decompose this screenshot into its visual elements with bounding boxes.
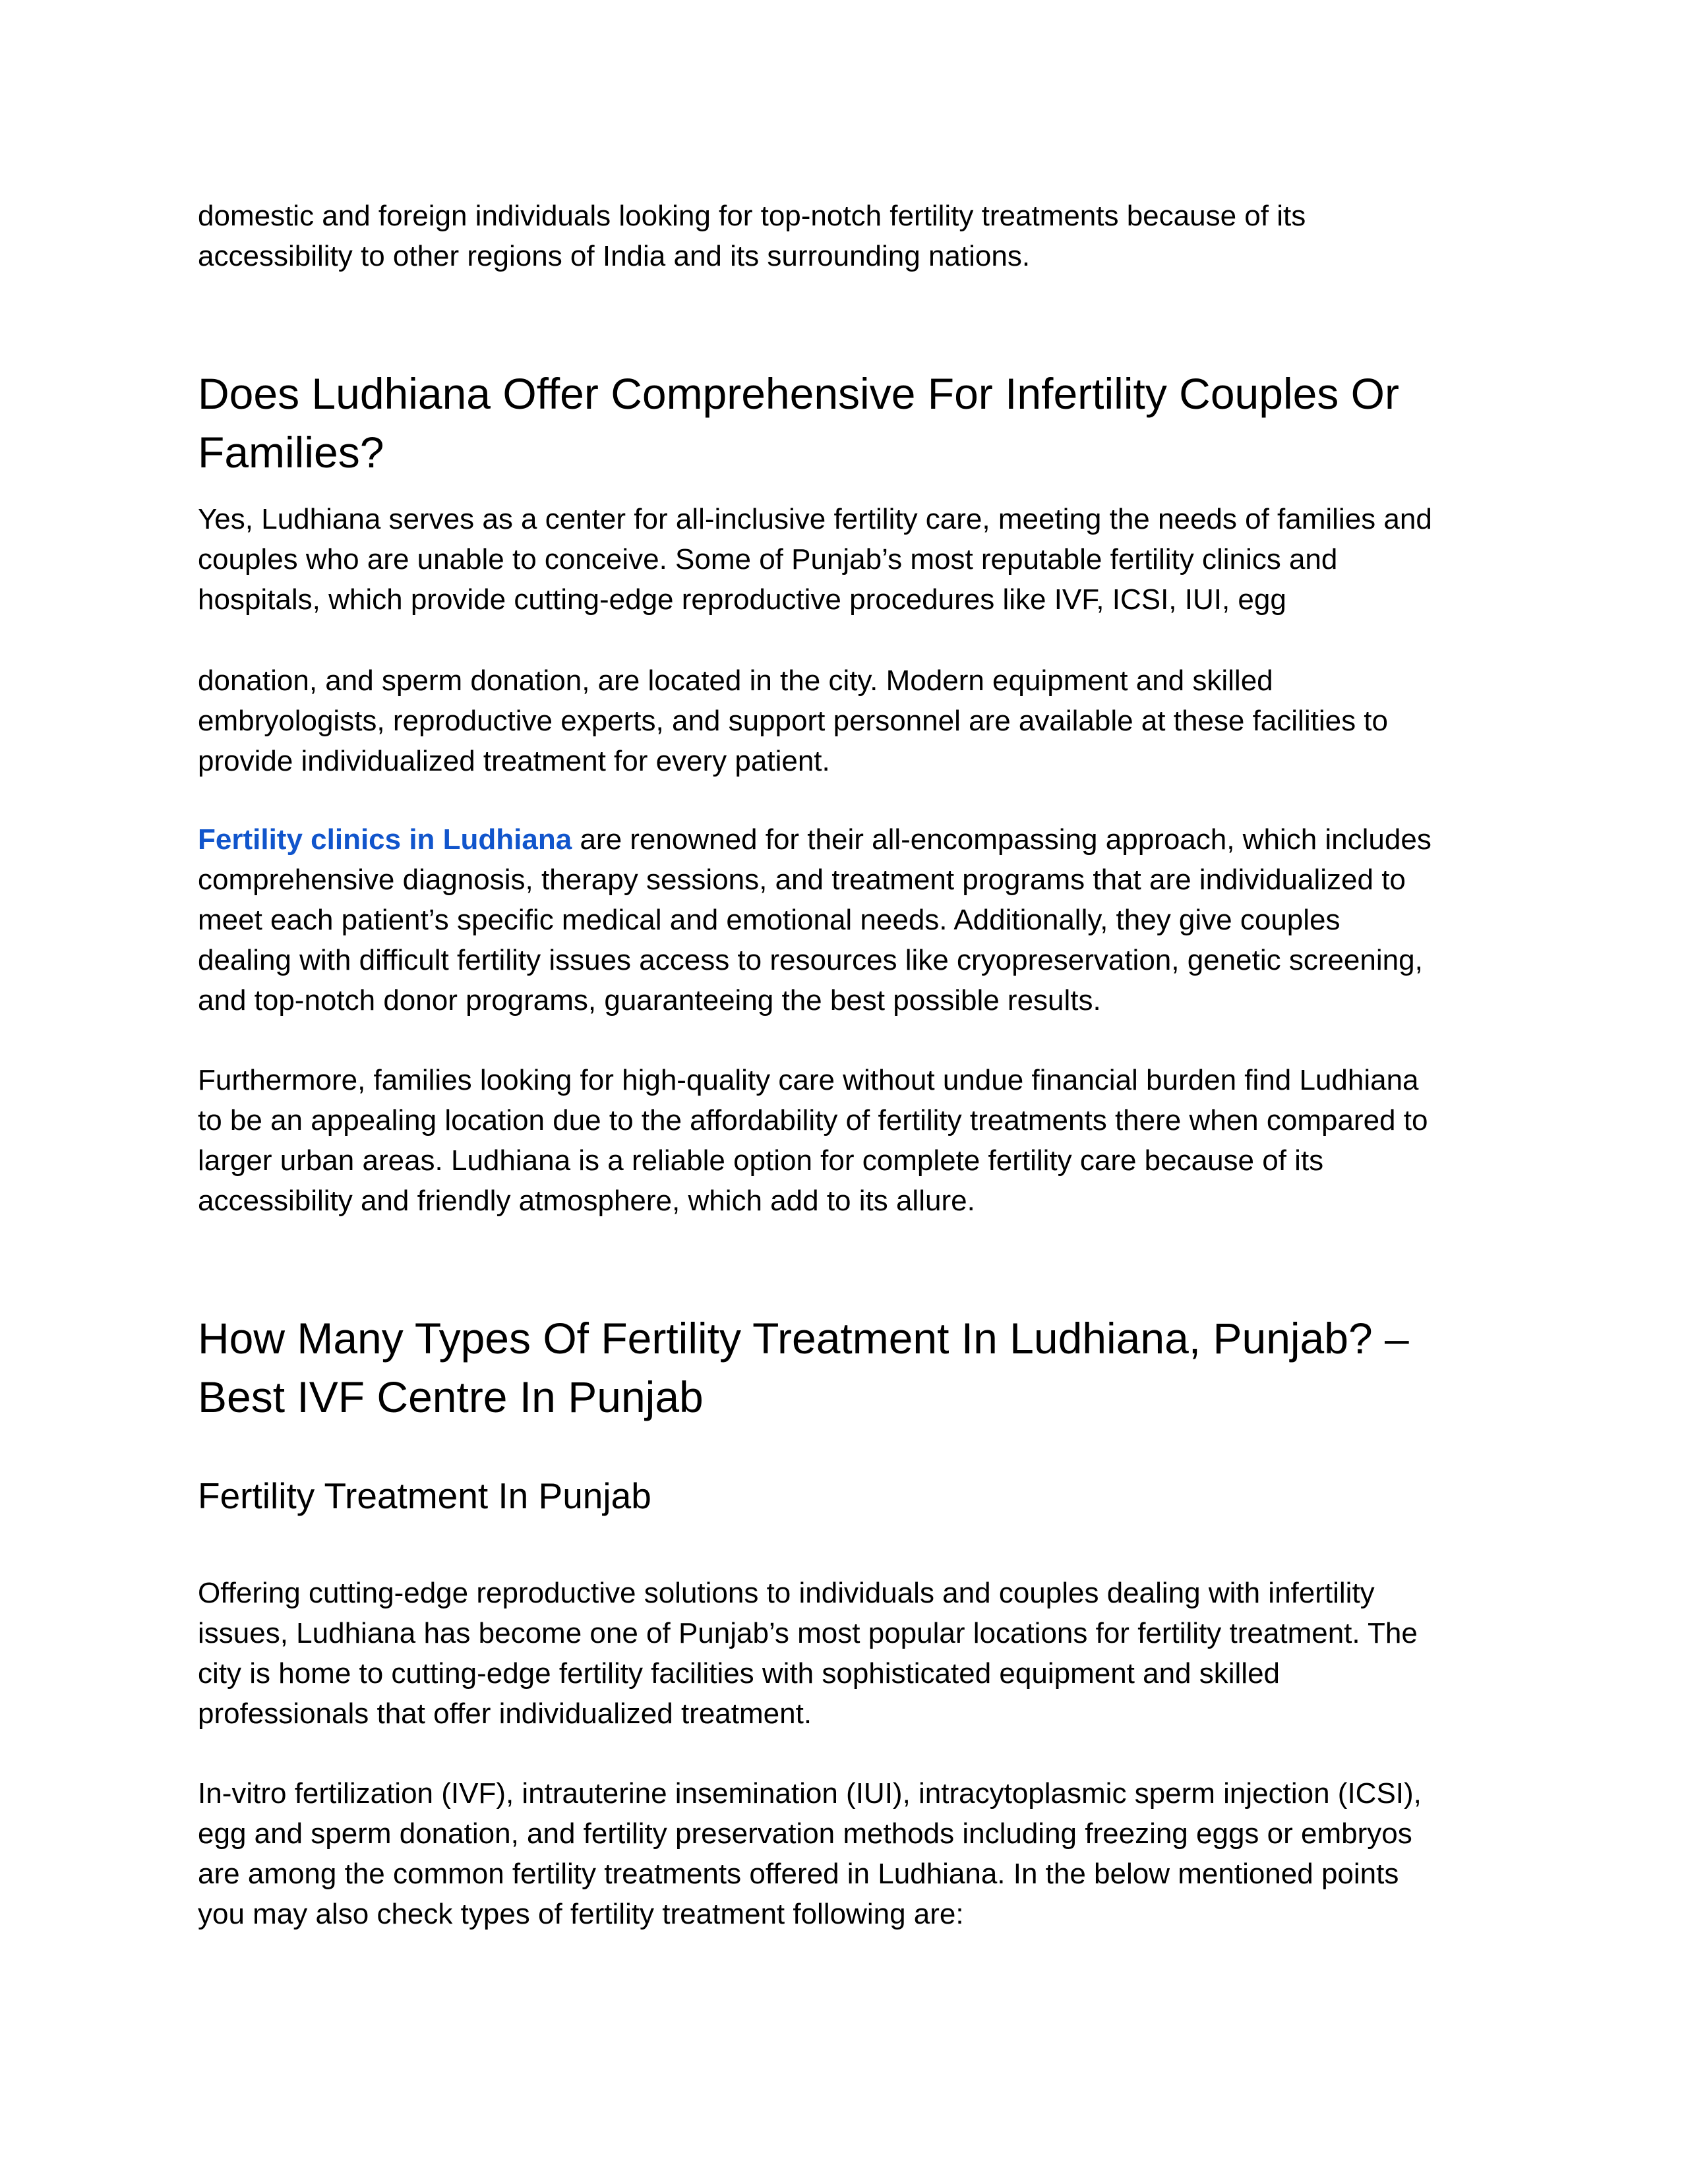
text-line: donation, and sperm donation, are located in the city. Modern equipment and skilled — [198, 664, 1273, 697]
heading-line: Families? — [198, 428, 384, 477]
text-line: In-vitro fertilization (IVF), intrauterine insemination (IUI), intracytoplasmic sperm injection (ICSI), — [198, 1777, 1422, 1810]
paragraph-intro-continued — [198, 196, 1517, 276]
paragraph-fertility-clinics — [198, 819, 1517, 1020]
text-line: accessibility to other regions of India and its surrounding nations. — [198, 240, 1031, 272]
text-line: dealing with difficult fertility issues access to resources like cryopreservation, genetic screening, — [198, 944, 1423, 976]
heading-line: Fertility Treatment In Punjab — [198, 1475, 651, 1516]
paragraph-offering — [198, 1573, 1517, 1734]
text-line: comprehensive diagnosis, therapy sessions, and treatment programs that are individualized to — [198, 864, 1406, 896]
heading-line: Best IVF Centre In Punjab — [198, 1372, 704, 1421]
fertility-clinics-link[interactable]: Fertility clinics in Ludhiana — [198, 823, 572, 856]
paragraph-ivf-list — [198, 1773, 1517, 1934]
text-line: professionals that offer individualized treatment. — [198, 1697, 812, 1730]
text-line: accessibility and friendly atmosphere, which add to its allure. — [198, 1185, 975, 1217]
heading-types-of-treatment — [198, 1309, 1517, 1427]
text-line: larger urban areas. Ludhiana is a reliable option for complete fertility care because of its — [198, 1144, 1324, 1177]
text-line: couples who are unable to conceive. Some of Punjab’s most reputable fertility clinics and — [198, 543, 1338, 576]
text-line: embryologists, reproductive experts, and support personnel are available at these facilities to — [198, 705, 1388, 737]
text-line: and top-notch donor programs, guaranteeing the best possible results. — [198, 984, 1101, 1017]
text-line — [198, 819, 1517, 860]
text-line: you may also check types of fertility treatment following are: — [198, 1898, 964, 1930]
text-line: issues, Ludhiana has become one of Punjab’s most popular locations for fertility treatment. The — [198, 1617, 1418, 1649]
text-line: are among the common fertility treatments offered in Ludhiana. In the below mentioned points — [198, 1858, 1399, 1890]
text-line: Yes, Ludhiana serves as a center for all-inclusive fertility care, meeting the needs of families and — [198, 503, 1432, 535]
paragraph-donation — [198, 661, 1517, 781]
heading-line: Does Ludhiana Offer Comprehensive For Infertility Couples Or — [198, 369, 1399, 418]
text-line: city is home to cutting-edge fertility facilities with sophisticated equipment and skilled — [198, 1657, 1281, 1690]
text-line: domestic and foreign individuals looking for top-notch fertility treatments because of its — [198, 200, 1306, 232]
text-line: egg and sperm donation, and fertility preservation methods including freezing eggs or embryos — [198, 1817, 1412, 1850]
heading-comprehensive-care — [198, 365, 1517, 482]
text-line: to be an appealing location due to the affordability of fertility treatments there when compared to — [198, 1104, 1428, 1136]
text-line: Offering cutting-edge reproductive solutions to individuals and couples dealing with infertility — [198, 1577, 1375, 1609]
paragraph-yes-ludhiana — [198, 499, 1517, 620]
subheading-fertility-treatment-punjab — [198, 1473, 1517, 1519]
paragraph-furthermore — [198, 1060, 1517, 1221]
text-span: are renowned for their all-encompassing approach, which includes — [572, 823, 1432, 856]
text-line: Furthermore, families looking for high-quality care without undue financial burden find Ludhiana — [198, 1064, 1419, 1096]
text-line: meet each patient’s specific medical and emotional needs. Additionally, they give couples — [198, 904, 1341, 936]
text-line: hospitals, which provide cutting-edge reproductive procedures like IVF, ICSI, IUI, egg — [198, 583, 1286, 616]
heading-line: How Many Types Of Fertility Treatment In Ludhiana, Punjab? – — [198, 1314, 1409, 1363]
text-line: provide individualized treatment for every patient. — [198, 745, 830, 777]
